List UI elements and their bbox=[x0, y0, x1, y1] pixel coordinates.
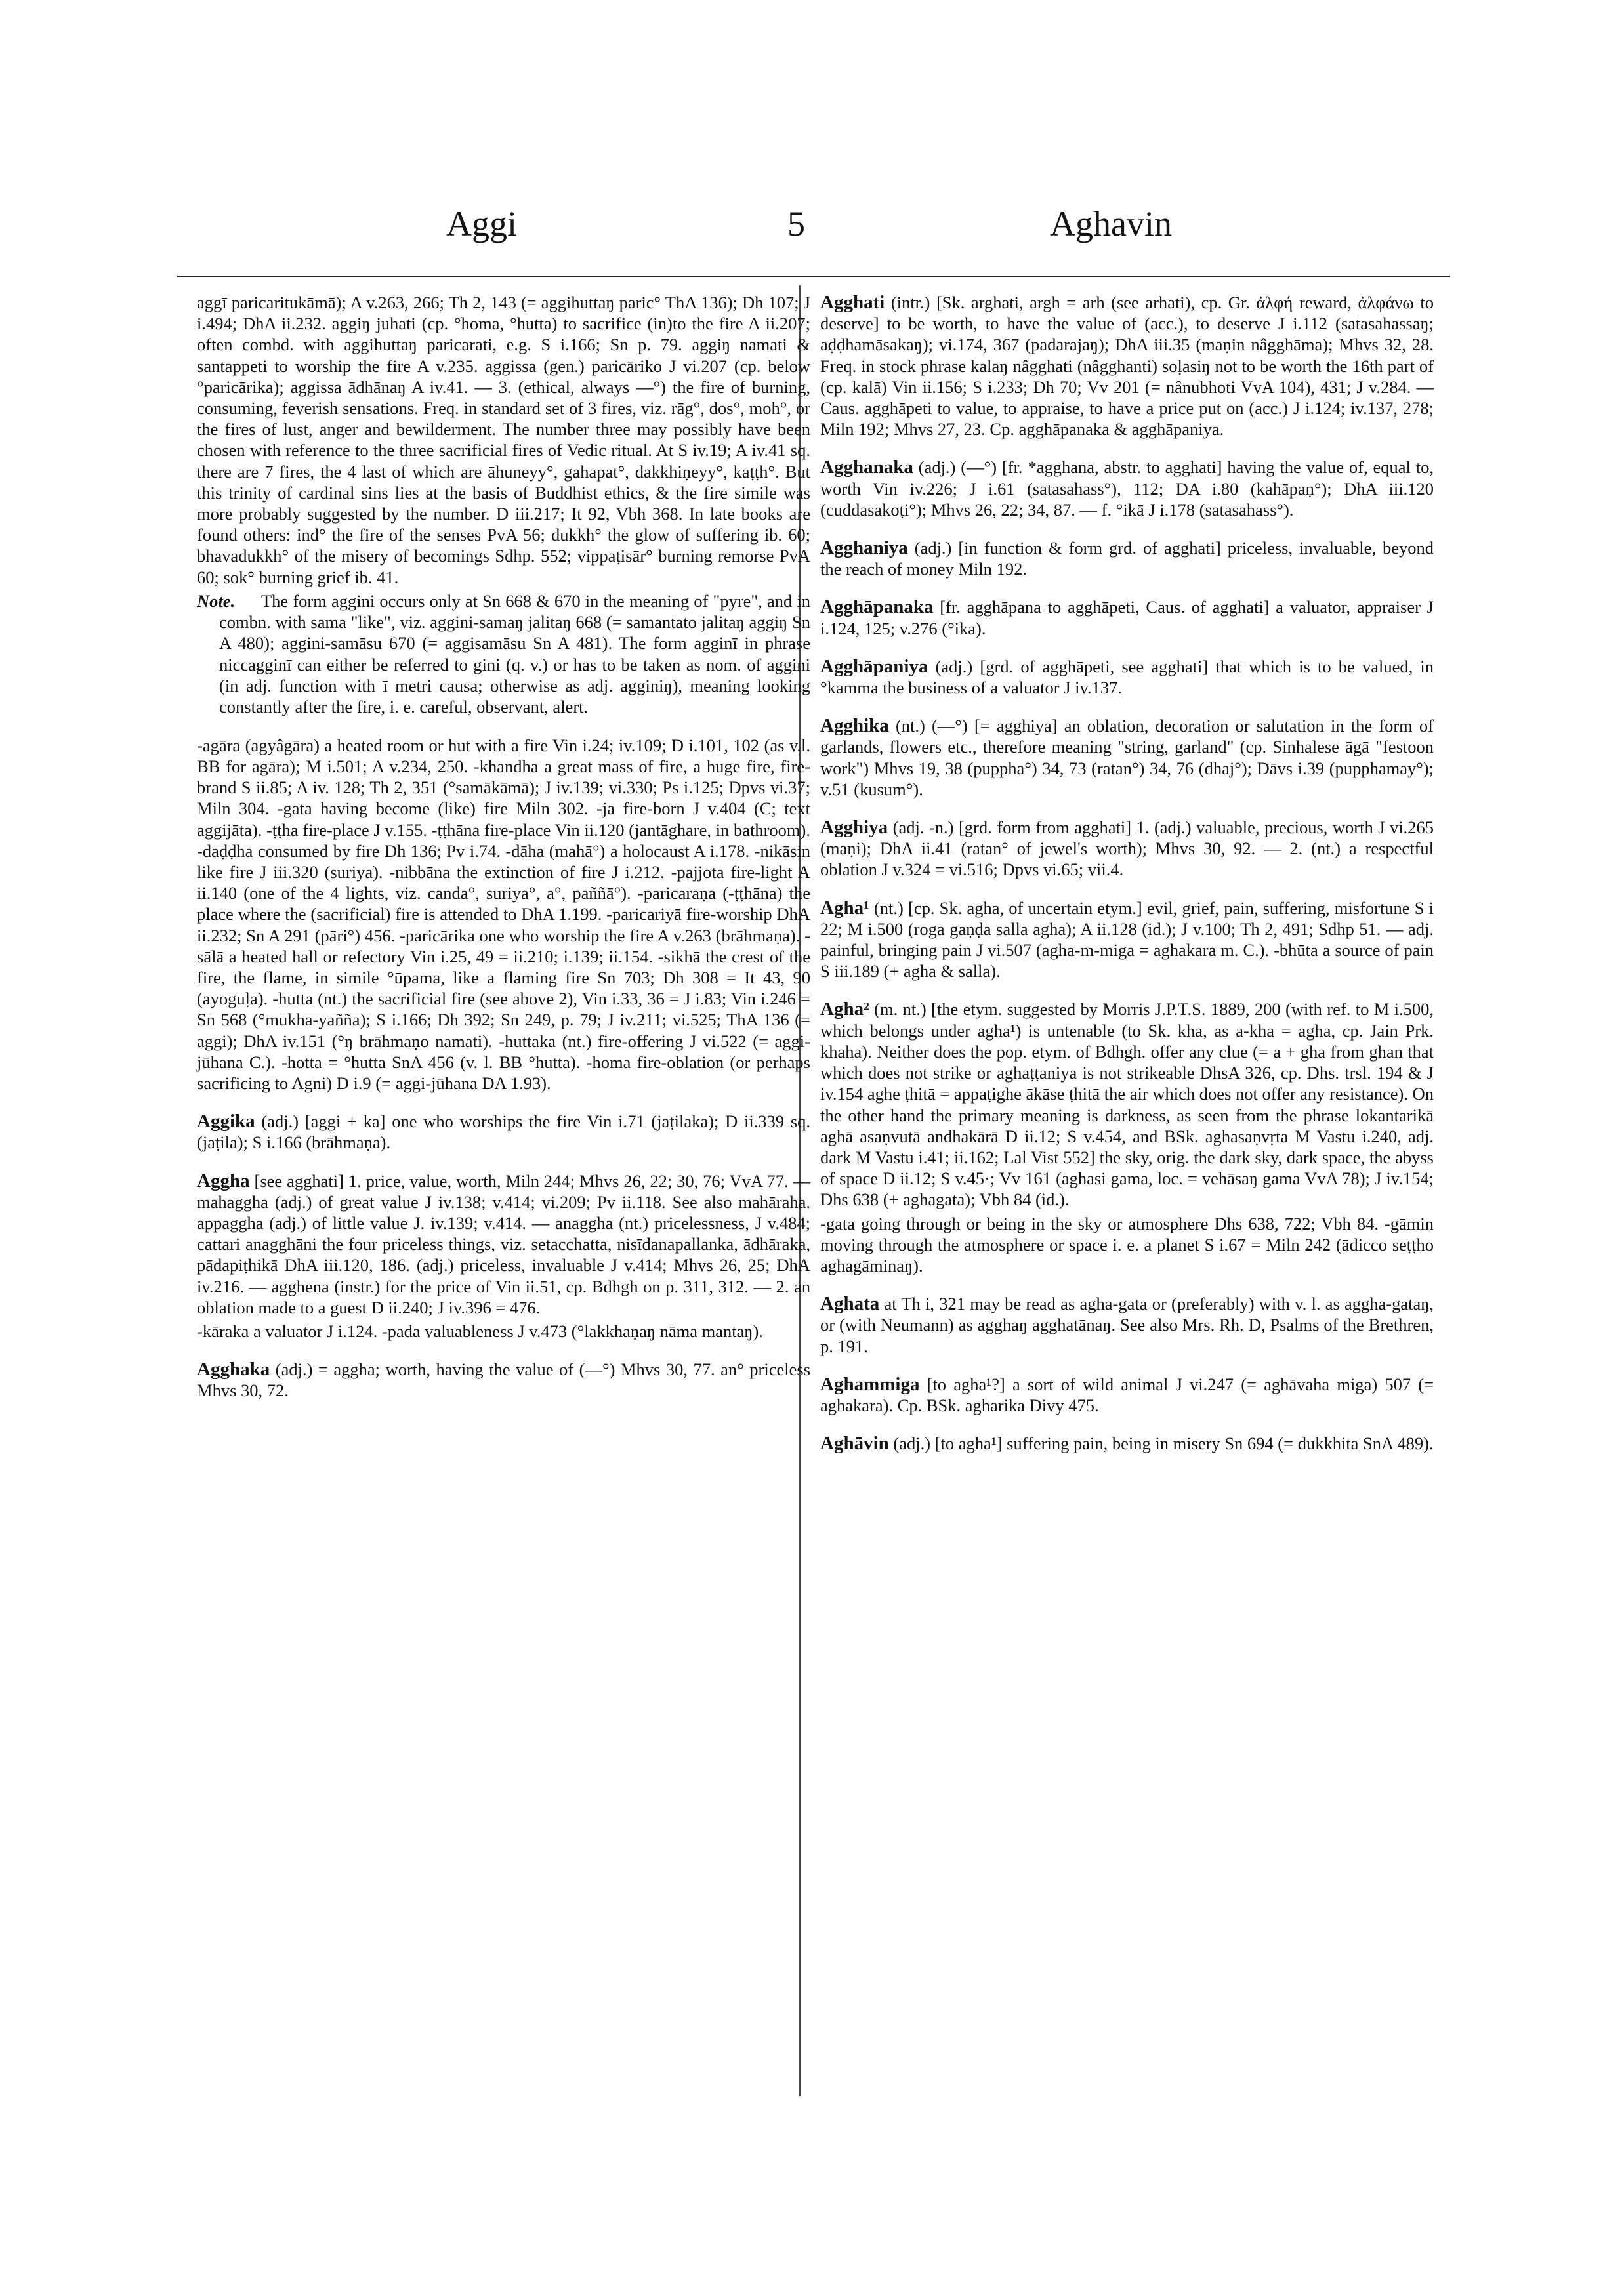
entry-text: (adj.) [grd. of agghāpeti, see agghati] that which is to be valued, in °kamma the business of a valuator J iv.137. bbox=[820, 656, 1434, 698]
entry-headword: Aggika bbox=[197, 1111, 255, 1132]
entry-text: -gata going through or being in the sky or atmosphere Dhs 638, 722; Vbh 84. -gāmin moving through the atmosphere or space i. e. a planet S i.67 = Miln 242 (ādicco seṭṭho aghagāminaŋ). bbox=[820, 1213, 1434, 1275]
note-label: Note. bbox=[197, 590, 236, 611]
entry-text: (nt.) [cp. Sk. agha, of uncertain etym.] evil, grief, pain, suffering, misfortune S i 22; M i.500 (roga gaṇḍa salla agha); A ii.128 (id.); J v.100; Th 2, 491; Sdhp 51. — adj. painful, bringing pain J vi.507 (agha-m-miga = aghakara m. C.). -bhūta a source of pain S iii.189 (+ agha & salla). bbox=[820, 898, 1434, 982]
header-left-guide-word: Aggi bbox=[446, 204, 517, 243]
entry-text: (nt.) (—°) [= agghiya] an oblation, decoration or salutation in the form of garlands, flowers etc., therefore meaning "string, garland" (cp. Sinhalese āgā "festoon work") Mhvs 19, 38 (puppha°) 34, 73 (ratan°) 34, 76 (dhaj°); Dāvs i.39 (pupphamay°); v.51 (kusum°). bbox=[820, 716, 1434, 799]
entry-text: [to agha¹?] a sort of wild animal J vi.247 (= aghāvaha miga) 507 (= aghakara). Cp. BSk. agharika Divy 475. bbox=[820, 1374, 1434, 1415]
continued-entry-aggi: aggī paricaritukāmā); A v.263, 266; Th 2, 143 (= aggihuttaŋ paric° ThA 136); Dh 107; J i.494; DhA ii.232. aggiŋ juhati (cp. °homa, °hutta) to sacrifice (in)to the fire A ii.207; often combd. with aggihuttaŋ paricarati, e.g. S i.166; Sn p. 79. aggiŋ namati & santappeti to worship the fire A v.235. aggissa (gen.) paricāriko J vi.207 (cp. below °paricārika); aggissa ādhānaŋ A iv.41. — 3. (ethical, always —°) the fire of burning, consuming, feverish sensations. Freq. in standard set of 3 fires, viz. rāg°, dos°, moh°, or the fires of lust, anger and bewilderment. The number three may possibly have been chosen with reference to the three sacrificial fires of Vedic ritual. At S iv.19; A iv.41 sq. there are 7 fires, the 4 last of which are āhuneyy°, gahapat°, dakkhiṇeyy°, kaṭṭh°. But this trinity of cardinal sins lies at the basis of Buddhist ethics, & the fire simile was more probably suggested by the number. D iii.217; It 92, Vbh 368. In late books are found others: ind° the fire of the senses PvA 56; dukkh° the glow of suffering ib. 60; bhavadukkh° of the misery of becomings Sdhp. 552; vippaṭisār° burning remorse PvA 60; sok° burning grief ib. 41. bbox=[197, 293, 810, 587]
entry-headword: Agha² bbox=[820, 999, 869, 1020]
entry-headword: Aghata bbox=[820, 1293, 880, 1315]
entry-headword: Agghati bbox=[820, 292, 885, 313]
dictionary-entry bbox=[820, 1433, 1434, 1454]
running-header bbox=[177, 197, 1450, 277]
page-number: 5 bbox=[787, 204, 805, 243]
entry-text: (intr.) [Sk. arghati, argh = arh (see arhati), cp. Gr. ἀλφή reward, ἀλφάνω to deserve] to be worth, to have the value of (acc.), to deserve J i.112 (satasahassaŋ; aḍḍhamāsakaŋ); vi.174, 367 (padarajaŋ); DhA iii.35 (maṇin nâgghāma); Mhvs 32, 28. Freq. in stock phrase kalaŋ nâgghati (nâgghanti) soḷasiŋ not to be worth the 16th part of (cp. kalā) Vin ii.156; S i.233; Dh 70; Vv 201 (= nânubhoti VvA 104), 431; J v.284. — Caus. agghāpeti to value, to appraise, to have a price put on (acc.) J i.124; iv.137, 278; Miln 192; Mhvs 27, 23. Cp. agghāpanaka & agghāpaniya. bbox=[820, 293, 1434, 440]
entry-text: (adj.) [aggi + ka] one who worships the fire Vin i.71 (jaṭilaka); D ii.339 sq. (jaṭila); S i.166 (brāhmaṇa). bbox=[197, 1111, 811, 1153]
entry-headword: Agha¹ bbox=[820, 897, 869, 919]
dictionary-entry bbox=[820, 457, 1434, 520]
dictionary-entry bbox=[820, 292, 1434, 440]
entry-headword: Agghaniya bbox=[820, 537, 908, 559]
entry-headword: Aghāvin bbox=[820, 1433, 889, 1455]
entry-headword: Agghāpaniya bbox=[820, 655, 928, 677]
note-text: The form aggini occurs only at Sn 668 & 670 in the meaning of "pyre", and in combn. with sama "like", viz. aggini-samaŋ jalitaŋ 668 (= samantato jalitaŋ aggiŋ Sn A 480); aggini-samāsu 670 (= aggisamāsu Sn A 481). The form agginī in phrase niccagginī can either be referred to gini (q. v.) or has to be taken as nom. of aggini (in adj. function with ī metri causa; otherwise as adj. agginiŋ), meaning looking constantly after the fire, i. e. careful, observant, alert. bbox=[219, 591, 810, 717]
entry-headword: Agghanaka bbox=[820, 457, 913, 478]
header-right-guide-word: Aghavin bbox=[1050, 204, 1172, 243]
entry-text: (adj.) [in function & form grd. of agghati] priceless, invaluable, beyond the reach of money Miln 192. bbox=[820, 538, 1434, 579]
entry-text: [see agghati] 1. price, value, worth, Miln 244; Mhvs 26, 22; 30, 76; VvA 77. — mahaggha (adj.) of great value J iv.138; v.414; vi.209; Pv ii.118. See also mahāraha. appaggha (adj.) of little value J. iv.139; v.414. — anaggha (nt.) pricelessness, J v.484; cattari anagghāni the four priceless things, viz. setacchatta, nisīdanapallanka, ādhāraka, pādapiṭhikā DhA iii.120, 186. (adj.) priceless, invaluable J v.414; Mhvs 26, 25; DhA iv.216. — agghena (instr.) for the price of Vin ii.51, cp. Bdhgh on p. 311, 312. — 2. an oblation made to a guest D ii.240; J iv.396 = 476. bbox=[197, 1170, 811, 1317]
entry-headword: Agghāpanaka bbox=[820, 596, 934, 618]
entry-text: (adj.) (—°) [fr. *agghana, abstr. to agghati] having the value of, equal to, worth Vin iv.226; J i.61 (satasahass°), 112; DA i.80 (kahāpaṇ°); DhA iii.120 (cuddasakoṭi°); Mhvs 26, 22; 34, 87. — f. °ikā J i.178 (satasahass°). bbox=[820, 457, 1434, 520]
dictionary-entry bbox=[820, 817, 1434, 880]
entry-headword: Agghika bbox=[820, 715, 889, 737]
dictionary-entry bbox=[820, 1374, 1434, 1416]
entry-text: -kāraka a valuator J i.124. -pada valuableness J v.473 (°lakkhaṇaŋ nāma mantaŋ). bbox=[197, 1321, 763, 1342]
entry-headword: Aghammiga bbox=[820, 1373, 920, 1395]
compound-list-agha bbox=[820, 1213, 1434, 1277]
entry-headword: Agghiya bbox=[820, 817, 888, 838]
dictionary-entry bbox=[197, 1359, 810, 1401]
left-column bbox=[197, 292, 810, 1418]
dictionary-entry bbox=[820, 656, 1434, 698]
dictionary-entry bbox=[820, 715, 1434, 800]
header-rule bbox=[177, 276, 1450, 277]
dictionary-entry bbox=[820, 898, 1434, 982]
compound-list-aggha bbox=[197, 1321, 810, 1342]
note-block bbox=[197, 590, 810, 717]
entry-text: [fr. agghāpana to agghāpeti, Caus. of agghati] a valuator, appraiser J i.124, 125; v.276 (°ika). bbox=[820, 597, 1434, 638]
dictionary-entry bbox=[820, 537, 1434, 579]
dictionary-entry bbox=[820, 1293, 1434, 1357]
entry-headword: Aggha bbox=[197, 1170, 250, 1191]
entry-headword: Agghaka bbox=[197, 1359, 270, 1380]
compound-list-aggi: -agāra (agyâgāra) a heated room or hut with a fire Vin i.24; iv.109; D i.101, 102 (as v.l. BB for agāra); M i.501; A v.234, 250. -khandha a great mass of fire, a huge fire, fire-brand S ii.85; A iv. 128; Th 2, 351 (°samākāmā); J iv.139; vi.330; Ps i.125; Dpvs vi.37; Miln 304. -gata having become (like) fire Miln 302. -ja fire-born J v.404 (C; text aggijāta). -ṭṭha fire-place J v.155. -ṭṭhāna fire-place Vin ii.120 (jantāghare, in bathroom). -daḍḍha consumed by fire Dh 136; Pv i.74. -dāha (mahā°) a holocaust A i.178. -nikāsin like fire J iii.320 (suriya). -nibbāna the extinction of fire J i.212. -pajjota fire-light A ii.140 (one of the 4 lights, viz. canda°, suriya°, a°, paññā°). -paricaraṇa (-ṭṭhāna) the place where the (sacrificial) fire is attended to DhA 1.199. -paricariyā fire-worship DhA ii.232; Sn A 291 (pāri°) 456. -paricārika one who worship the fire A v.263 (brāhmaṇa). -sālā a heated hall or refectory Vin i.25, 49 = ii.210; i.139; ii.154. -sikhā the crest of the fire, the flame, in simile °ūpama, like a flaming fire Sn 703; Dh 308 = It 43, 90 (ayoguḷa). -hutta (nt.) the sacrificial fire (see above 2), Vin i.33, 36 = J i.83; Vin i.246 = Sn 568 (°mukha-yañña); S i.166; Dh 392; Sn 249, p. 79; J iv.211; vi.525; ThA 136 (= aggi); DhA iv.151 (°ŋ brāhmaṇo namati). -huttaka (nt.) fire-offering J vi.522 (= aggi-jūhana C.). -hotta = °hutta SnA 456 (v. l. BB °hutta). -homa fire-oblation (or perhaps sacrificing to Agni) D i.9 (= aggi-jūhana DA 1.93). bbox=[197, 735, 810, 1094]
entry-text: (adj.) = aggha; worth, having the value of (—°) Mhvs 30, 77. an° priceless Mhvs 30, 72. bbox=[197, 1359, 811, 1401]
entry-text: at Th i, 321 may be read as agha-gata or (preferably) with v. l. as aggha-gataŋ, or (with Neumann) as agghaŋ agghatānaŋ. See also Mrs. Rh. D, Psalms of the Brethren, p. 191. bbox=[820, 1294, 1434, 1356]
dictionary-entry bbox=[197, 1170, 810, 1318]
dictionary-entry bbox=[820, 999, 1434, 1210]
dictionary-entry bbox=[820, 596, 1434, 638]
right-column bbox=[820, 292, 1434, 1471]
entry-text: (adj. -n.) [grd. form from agghati] 1. (adj.) valuable, precious, worth J vi.265 (maṇi); DhA ii.41 (ratan° of jewel's worth); Mhvs 30, 92. — 2. (nt.) a respectful oblation J v.324 = vi.516; Dpvs vi.65; vii.4. bbox=[820, 817, 1434, 880]
entry-text: (m. nt.) [the etym. suggested by Morris J.P.T.S. 1889, 200 (with ref. to M i.500, which belongs under agha¹) is untenable (to Sk. kha, as a-kha = agha, cp. Jain Prk. khaha). Neither does the pop. etym. of Bdhgh. offer any clue (= a + gha from ghan that which does not strike or aghaṭṭaniya is not strikeable DhsA 326, cp. Dhs. trsl. 194 & J iv.154 aghe ṭhitā = appaṭighe ākāse ṭhitā the air which does not offer any resistance). On the other hand the primary meaning is darkness, as seen from the phrase lokantarikā aghā asaṇvutā andhakārā D ii.12; S v.454, and BSk. aghasaṇvṛta M Vastu i.240, adj. dark M Vastu i.41; ii.162; Lal Vist 552] the sky, orig. the dark sky, dark space, the abyss of space D ii.12; S v.45·; Vv 161 (aghasi gama, loc. = vehāsaŋ gama VvA 78); J iv.154; Dhs 638 (+ aghagata); Vbh 84 (id.). bbox=[820, 999, 1434, 1210]
entry-text: (adj.) [to agha¹] suffering pain, being in misery Sn 694 (= dukkhita SnA 489). bbox=[893, 1434, 1434, 1454]
dictionary-entry bbox=[197, 1111, 810, 1153]
